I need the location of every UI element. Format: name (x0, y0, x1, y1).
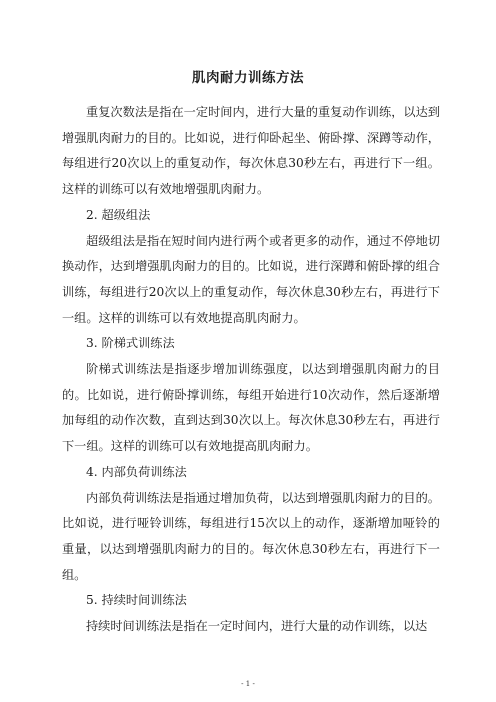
intro-paragraph: 重复次数法是指在一定时间内，进行大量的重复动作训练，以达到增强肌肉耐力的目的。比如说，进行仰卧起坐、俯卧撑、深蹲等动作，每组进行20次以上的重复动作，每次休息30秒左右，再进行下一组。这样的训练可以有效地增强肌肉耐力。 (62, 105, 440, 197)
section-heading-duration: 5. 持续时间训练法 (86, 593, 187, 608)
section-heading-super-set: 2. 超级组法 (86, 207, 151, 222)
section-body-duration: 持续时间训练法是指在一定时间内，进行大量的动作训练，以达 (86, 619, 428, 634)
page-number: - 1 - (241, 680, 255, 688)
section-body-ladder: 阶梯式训练法是指逐步增加训练强度，以达到增强肌肉耐力的目的。比如说，进行俯卧撑训练，每组开始进行10次动作，然后逐渐增加每组的动作次数，直到达到30次以上。每次休息30秒左右，再进行下一组。这样的训练可以有效地提高肌肉耐力。 (62, 362, 440, 454)
document-title: 肌肉耐力训练方法 (192, 70, 304, 86)
section-heading-internal-load: 4. 内部负荷训练法 (86, 464, 187, 479)
section-heading-ladder: 3. 阶梯式训练法 (86, 336, 175, 351)
section-body-super-set: 超级组法是指在短时间内进行两个或者更多的动作，通过不停地切换动作，达到增强肌肉耐力的目的。比如说，进行深蹲和俯卧撑的组合训练，每组进行20次以上的重复动作，每次休息30秒左右，再进行下一组。这样的训练可以有效地提高肌肉耐力。 (62, 233, 440, 325)
document-body (62, 100, 440, 640)
section-body-internal-load: 内部负荷训练法是指通过增加负荷，以达到增强肌肉耐力的目的。比如说，进行哑铃训练，每组进行15次以上的动作，逐渐增加哑铃的重量，以达到增强肌肉耐力的目的。每次休息30秒左右，再进行下一组。 (62, 490, 440, 582)
